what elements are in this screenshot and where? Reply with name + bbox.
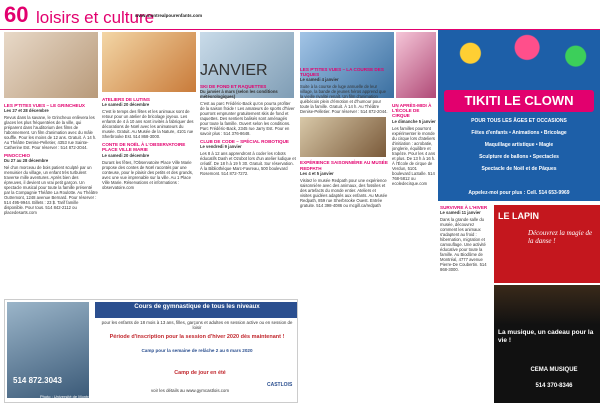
event-body: Né d'un morceau de bois patient sculpté par un menuisier du village, un enfant très turbulent traverse mille aventures. Après bien des épreuves, il devient un vrai petit garçon. Un spectacle musical pour toute la famille présenté par la Compagnie Théâtre La Roulotte. Au Théâtre Outremont, 1248 avenue Bernard. Pour réserver : 514 495-9944. Billets : 23 $. Tarif famille disponible. Pour tous. 514 842-2112 ou placedesarts.com — [4, 165, 98, 216]
event-body: C'est au parc Frédéric-Back qu'on pourra profiter de la saison froide ! Les amateurs de sports d'hiver pourront emprunter gratuitement skis de fond et raquettes. Des sentiers balisés sont aménagés pour toute la famille. Ouvert selon les conditions. Parc Frédéric-Back, 2345 rue Jarry Est. Pour en savoir plus : 514 376-8648. — [200, 101, 295, 137]
section-title: loisirs et culture — [36, 8, 155, 27]
event-date: Le samedi 20 décembre — [102, 102, 150, 108]
ad-gymnastics[interactable] — [4, 299, 298, 403]
event-body: Dans la grande salle du musée, découvrez comment les animaux s'adaptent au froid : hibernation, migration et camouflage. Une activité éducative pour toute la famille. Au Biodôme de Montréal, 4777 avenue Pierre-De Coubertin. 514 868-3000. — [440, 217, 487, 273]
ad-line: Spectacle de Noël et de Pâques — [481, 166, 557, 172]
ad-phone: 514 872.3043 — [13, 376, 62, 385]
page-header — [0, 0, 600, 30]
photo-museum — [300, 117, 386, 157]
ad-title: TIKITI LE CLOWN — [444, 90, 594, 112]
event-date: Les 4 et 5 janvier — [300, 170, 334, 176]
ad-subtext: pour les enfants de 18 mois à 13 ans, filles, garçons et adultes en session active ou en session de loisir — [101, 320, 293, 331]
photo-poster-small — [396, 32, 436, 98]
event-body: Les 8 à 12 ans apprendront à coder les robots éducatifs Dash et Ozobot lors d'un atelier ludique et créatif. De 18 h à 19 h 30. Gratuit. Sur réservation. À la Bibliothèque Marc-Favreau, 500 boulevard Rosemont. 514 872-7272. — [200, 151, 296, 177]
event-title: LES P'TITES VUES – LE GRINCHEUX — [4, 103, 85, 108]
ad-tagline: Découvrez la magie de la danse ! — [528, 229, 593, 245]
ad-line: Sculpture de ballons • Spectacles — [479, 154, 559, 160]
column-1 — [4, 100, 98, 295]
event-body: Revus dans la savane, le Grincheux enlèvera les glaces les plus fréquentées de la ville, qui préparent dans l'auditorium des films de l'abonnement. Un film d'animation avec du mâle souffle. Pour les moins de 12 ans. Gratuit. À 14 h. Au Théâtre Denise-Pelletier, 4353 rue Sainte-Catherine Est. Pour réserver : 514 872-2044. — [4, 115, 97, 151]
event-body: Visitez le musée Redpath pour une expérience saisonnière avec des animaux, des fossiles et des artefacts du monde entier. Ateliers et visites guidées adaptés aux enfants. Au Musée Redpath, 859 rue Sherbrooke Ouest. Entrée gratuite. 514 398-4086 ou mcgill.ca/redpath — [300, 177, 388, 208]
ad-website[interactable]: voir les détails au www.gymcastlois.com — [150, 388, 230, 393]
event-date: Le samedi 4 janvier — [300, 77, 339, 83]
event-body: Suite à la course de luge annuelle de leur village, la bande de jeunes héros apprend que la vieille rivalité renaît. Un film d'animation québécois plein d'émotion et d'humour pour toute la famille. Gratuit. À 14 h. Au Théâtre Denise-Pelletier. Pour réserver : 514 872-2044. — [300, 84, 388, 115]
event-date: Du janvier à mars (selon les conditions météorologiques) — [200, 89, 278, 100]
event-title: EXPÉRIENCE SAISONNIÈRE AU MUSÉE REDPATH — [300, 160, 388, 171]
column-2 — [102, 94, 196, 294]
ad-line: POUR TOUS LES ÂGES ET OCCASIONS — [471, 118, 567, 124]
site-url[interactable]: www.montrealpourenfants.com — [135, 13, 203, 18]
ad-brand: CEMA MUSIQUE — [530, 367, 578, 373]
ad-phone: 514 370-8346 — [535, 383, 573, 389]
piano-image — [494, 285, 600, 325]
ad-body: Camp pour la semaine de relâche 2 au 6 mars 2020 — [141, 348, 253, 353]
ad-tikiti-clown[interactable] — [438, 30, 600, 201]
event-title: ATELIERS DE LUTINS — [102, 97, 150, 102]
ad-note: Période d'inscription pour la session d'hiver 2020 dès maintenant ! — [109, 334, 285, 340]
ad-magic-dance[interactable] — [494, 205, 600, 283]
ad-title: La musique, un cadeau pour la vie ! — [498, 329, 594, 344]
ad-brand: LE LAPIN — [498, 211, 540, 221]
column-4 — [300, 64, 388, 403]
event-date: Le samedi 20 décembre — [102, 152, 150, 158]
event-date: Du 27 au 28 décembre — [4, 158, 49, 164]
ad-line: Fêtes d'enfants • Animations • Bricolage — [471, 130, 567, 136]
photo-child-sitting — [4, 32, 98, 98]
event-title: PINOCCHIO — [4, 153, 31, 159]
ad-headline: Cours de gymnastique de tous les niveaux — [95, 302, 298, 318]
ad-camp: Camp de jour en été — [174, 370, 226, 376]
page-number: 60 — [4, 2, 29, 27]
event-body: Durant les fêtes, l'Observatoire Place Ville Marie propose des contes de Noël racontés par une conteuse, pour le plaisir des petits et des grands, avec une vue imprenable sur la ville. Au 1 Place Ville Marie. Réservations et informations : observatoire.com — [102, 159, 194, 190]
event-body: C'est le temps des fêtes et les animaux sont de retour pour un atelier de bricolage joyeux. Les enfants de 4 à 10 ans sont invités à fabriquer des décorations de Noël avec les animateurs du musée. Gratuit. Au Musée de la Nature, 4101 rue Sherbrooke Est. 514 868-3000. — [102, 109, 194, 140]
event-title: SURVIVRE À L'HIVER — [440, 205, 488, 210]
event-title: CLUB DE CODE – SPÉCIAL ROBOTIQUE — [200, 139, 289, 145]
ad-logo: CASTLOIS — [267, 382, 293, 388]
event-title: SKI DE FOND ET RAQUETTES — [200, 84, 267, 89]
column-3 — [200, 60, 296, 296]
event-title: CONTE DE NOËL À L'OBSERVATOIRE PLACE VILLE MARIE — [102, 142, 186, 153]
ad-phone: Appelez-moi pour plus : Cell. 514 653-9969 — [468, 190, 570, 196]
event-body: Les familles pourront expérimenter le monde du cirque lors d'ateliers d'initiation : acrobatie, jonglerie, équilibre et trapèze. Pour les 4 ans et plus. De 13 h à 16 h. À l'École de cirque de Verdun, 5101 boulevard LaSalle. 514 768-5812 ou ecoledecirque.com — [392, 125, 436, 186]
event-title: LES P'TITES VUES – LA COURSE DES TUQUES — [300, 67, 384, 78]
event-date: Le samedi 11 janvier — [440, 210, 481, 216]
ad-cema-musique[interactable] — [494, 285, 600, 403]
balloons-illustration — [438, 30, 600, 88]
column-5-top — [392, 100, 436, 200]
event-date: Le dimanche 5 janvier — [392, 118, 436, 124]
column-5-text — [440, 202, 490, 402]
ad-line: Maquillage artistique • Magie — [484, 142, 554, 148]
event-date: Le vendredi 9 janvier — [200, 144, 242, 150]
photo-kids-crafts — [102, 32, 196, 92]
month-heading: JANVIER — [200, 62, 268, 79]
photo-credit: Photo : Université de Montréal – Crédit image — [40, 394, 121, 399]
event-date: Les 27 et 28 décembre — [4, 108, 49, 114]
event-title: UN APRÈS-MIDI À L'ÉCOLE DE CIRQUE — [392, 103, 432, 119]
